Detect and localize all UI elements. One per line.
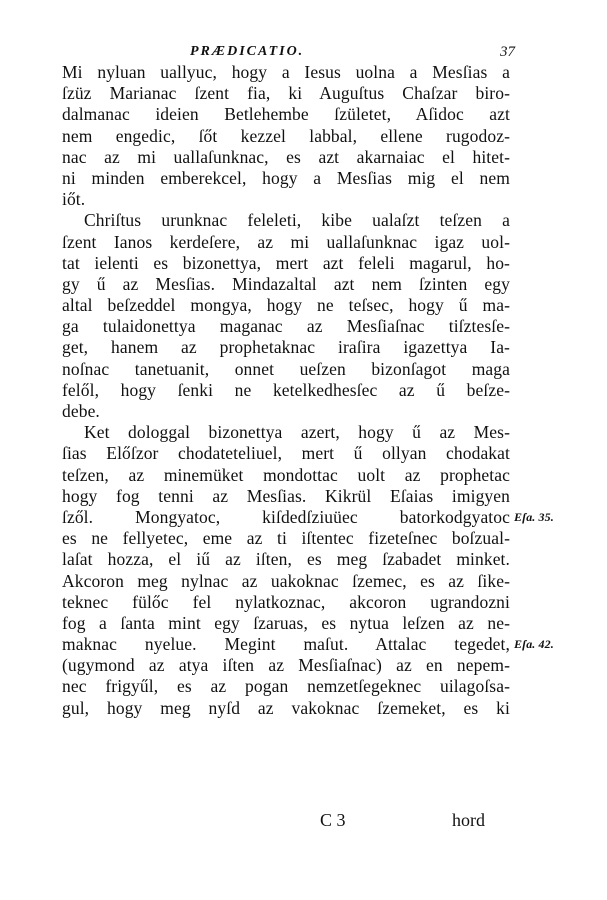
text-line: (ugymond az atya iſten az Mesſiaſnac) az en nepem-: [62, 655, 510, 676]
text-line: hogy fog tenni az Mesſias. Kikrül Eſaias imigyen: [62, 485, 510, 506]
text-line: nac az mi uallaſunknac, es azt akarnaiac el hitet-: [62, 146, 510, 167]
text-line: dalmanac ideien Betlehembe ſzületet, Aſidoc azt: [62, 104, 510, 125]
catchword: hord: [452, 810, 485, 830]
text-line: teknec fülőc fel nylatkoznac, akcoron ugrandozni: [62, 591, 510, 612]
text-line: nem engedic, ſőt kezzel labbal, ellene rugodoz-: [62, 125, 510, 146]
text-line: get, hanem az prophetaknac iraſira igazettya Ia-: [62, 337, 510, 358]
page-number: 37: [500, 44, 515, 60]
text-line: Mi nyluan uallyuc, hogy a Iesus uolna a Mesſias a: [62, 62, 510, 82]
text-line: ga tulaidonettya maganac az Mesſiaſnac tiſztesſe-: [62, 316, 510, 337]
text-line: gul, hogy meg nyſd az vakoknac ſzemeket, es ki: [62, 697, 510, 718]
text-line: ſias Előſzor chodateteliuel, mert ű ollyan chodakat: [62, 443, 510, 464]
text-line: Chriſtus urunknac feleleti, kibe ualaſzt teſzen a: [84, 210, 510, 231]
page-footer: [0, 810, 607, 832]
text-line: es ne fellyetec, eme az ti iſtentec fizeteſnec boſzual-: [62, 528, 510, 549]
text-line: laſat hozza, el iű az iſten, es meg ſzabadet minket.: [62, 549, 510, 570]
text-line: gy ű az Mesſias. Mindazaltal azt nem ſzinten egy: [62, 273, 510, 294]
body-text: [62, 62, 554, 719]
text-line: Akcoron meg nylnac az uakoknac ſzemec, es az ſike-: [62, 570, 510, 591]
text-line: ni minden emberekcel, hogy a Mesſias mig el nem: [62, 167, 510, 188]
text-line: ſzent Ianos kerdeſere, az mi uallaſunknac igaz uol-: [62, 231, 510, 252]
signature-mark: C 3: [320, 810, 346, 830]
text-line: Ket dologgal bizonettya azert, hogy ű az Mes-: [84, 422, 510, 443]
text-line: debe.: [62, 401, 100, 421]
text-line: ſzüz Marianac ſzent fia, ki Auguſtus Chaſzar biro-: [62, 83, 510, 104]
margin-note: Eſa. 35.: [514, 509, 554, 524]
text-line: teſzen, az minemüket mondottac uolt az prophetac: [62, 464, 510, 485]
text-line: noſnac tanetuanit, onnet ueſzen bizonſagot maga: [62, 358, 510, 379]
text-line: iőt.: [62, 189, 86, 210]
text-line: nec frigyűl, es az pogan nemzetſegeknec uilagoſsa-: [62, 676, 510, 697]
text-line: tat ielenti es bizonettya, mert azt feleli magarul, ho-: [62, 252, 510, 273]
text-line: maknac nyelue. Megint maſut. Attalac tegedet, Eſa. 42.: [62, 634, 554, 655]
text-line: felől, hogy ſenki ne ketelkedhesſec az ű beſze-: [62, 379, 510, 400]
running-head: PRÆDICATIO.: [190, 44, 305, 59]
text-line: fog a ſanta mint egy ſzaruas, es nytua leſzen az ne-: [62, 612, 510, 633]
text-line: ſzől. Mongyatoc, kiſdedſziuüec batorkodgyatoc Eſa. 35.: [62, 506, 554, 527]
margin-note: Eſa. 42.: [514, 637, 554, 652]
text-line: altal beſzeddel mongya, hogy ne teſsec, hogy ű ma-: [62, 295, 510, 316]
